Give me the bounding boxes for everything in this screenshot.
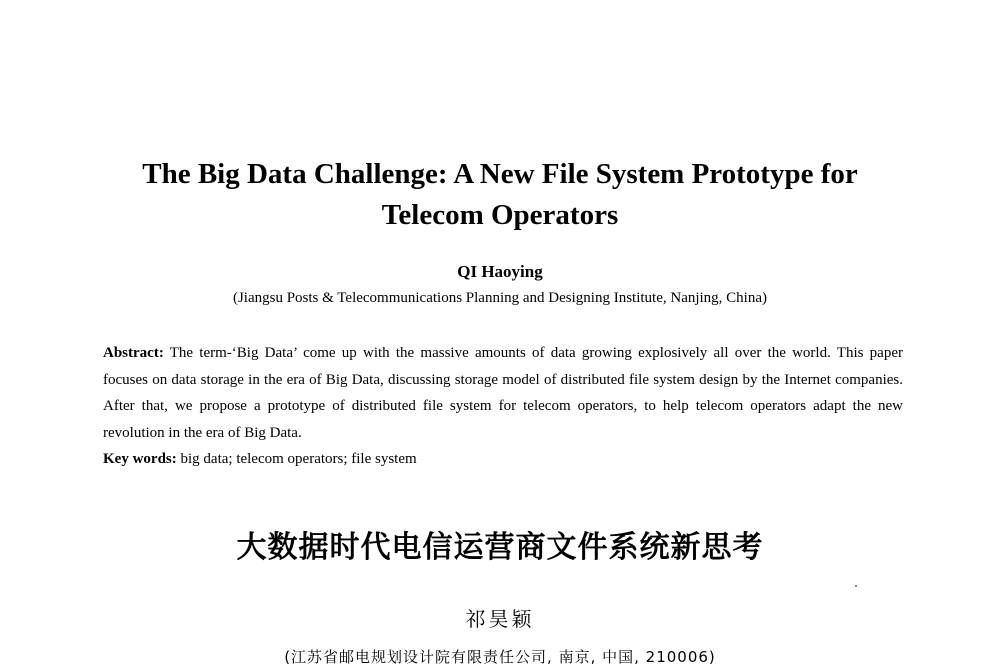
abstract-label: Abstract: — [103, 345, 164, 361]
abstract-text: The term-‘Big Data’ come up with the massive amounts of data growing explosively all over the world. This paper focuses on data storage in the era of Big Data, discussing storage model of distributed file system design by the Internet companies. After that, we propose a prototype of distributed file system for telecom operators, to help telecom operators adapt the new revolution in the era of Big Data. — [103, 345, 903, 441]
english-affiliation: (Jiangsu Posts & Telecommunications Planning and Designing Institute, Nanjing, China) — [232, 290, 768, 306]
chinese-author: 祁昊颖 — [465, 607, 535, 631]
keywords-line — [103, 448, 903, 470]
abstract-paragraph — [103, 340, 903, 446]
english-author: QI Haoying — [457, 262, 543, 281]
english-title-line-2: Telecom Operators — [381, 199, 619, 231]
english-title-line-1: The Big Data Challenge: A New File System Prototype for — [142, 158, 858, 190]
chinese-title: 大数据时代电信运营商文件系统新思考 — [236, 530, 764, 565]
scan-speck — [855, 585, 857, 587]
keywords-label: Key words: — [103, 451, 177, 467]
chinese-affiliation: (江苏省邮电规划设计院有限责任公司, 南京, 中国, 210006) — [284, 648, 716, 666]
keywords-text: big data; telecom operators; file system — [176, 451, 417, 467]
english-title — [100, 154, 900, 236]
